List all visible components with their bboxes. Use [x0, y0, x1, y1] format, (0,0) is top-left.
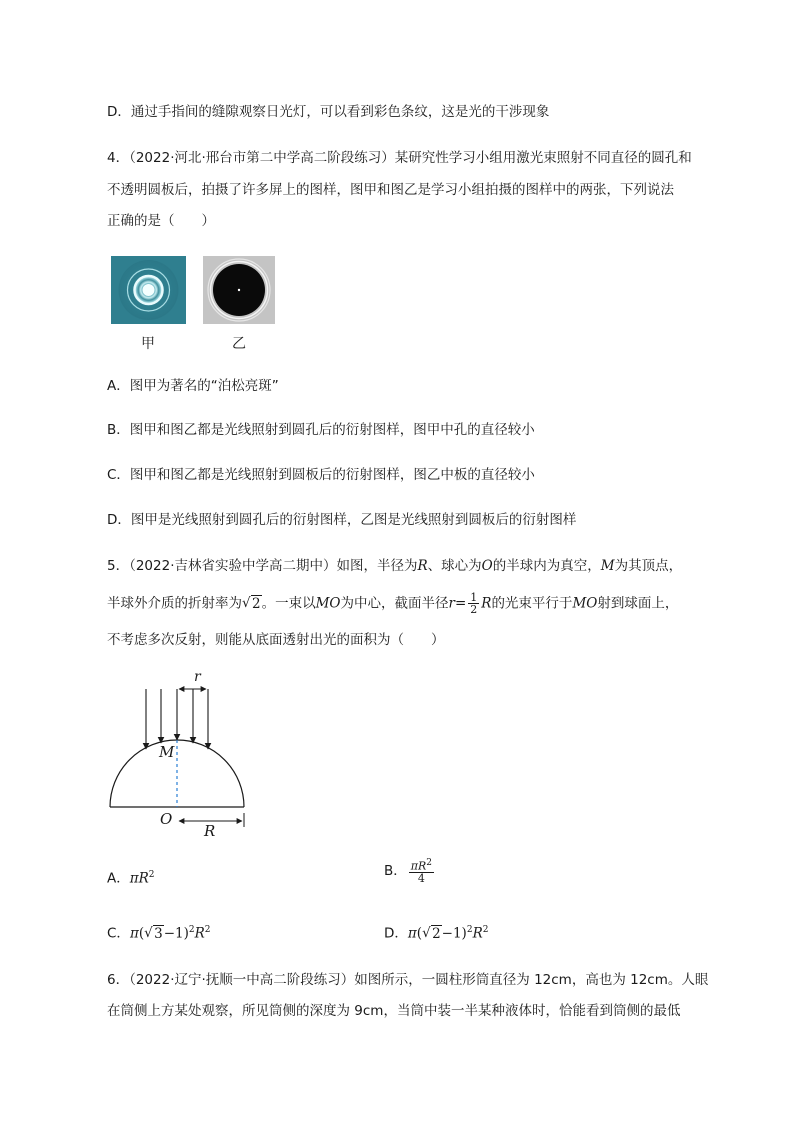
q4-stem-line1: 4．（2022·河北·邢台市第二中学高二阶段练习）某研究性学习小组用激光束照射不同直径的圆孔和 — [107, 150, 692, 166]
image-caption-jia: 甲 — [141, 336, 155, 352]
q6-stem-line1: 6．（2022·辽宁·抚顺一中高二阶段练习）如图所示，一圆柱形筒直径为 12cm，高也为 12cm。人眼 — [107, 972, 709, 988]
q6-stem-line2: 在筒侧上方某处观察，所见筒侧的深度为 9cm，当筒中装一半某种液体时，恰能看到筒侧的最低 — [107, 1003, 681, 1019]
figure-label-o: O — [160, 810, 173, 828]
q5-option-a: A．$\pi R^2$ — [107, 870, 155, 887]
fraction-pi-r2-over-4: $\frac{\pi R^2}{4}$ — [410, 858, 433, 885]
sqrt-2: √ 2 — [242, 594, 262, 614]
diffraction-image-yi — [203, 256, 275, 324]
q5-stem-line2: 半球外介质的折射率为√ 2。一束以MO为中心，截面半径r= $\frac{1}{2}$ R的光束平行于MO射到球面上， — [107, 592, 678, 615]
hemisphere-figure — [100, 665, 260, 845]
q4-option-b: B．图甲和图乙都是光线照射到圆孔后的衍射图样，图甲中孔的直径较小 — [107, 422, 535, 438]
q5-option-c: C．π(√ $3-1)^2R^2$ — [107, 920, 211, 944]
q5-option-b: B． $\frac{\pi R^2}{4}$ — [384, 858, 433, 885]
q4-option-c: C．图甲和图乙都是光线照射到圆板后的衍射图样，图乙中板的直径较小 — [107, 467, 535, 483]
q4-option-a: A．图甲为著名的“泊松亮斑” — [107, 378, 279, 394]
diffraction-image-jia — [111, 256, 186, 324]
q3-option-d: D．通过手指间的缝隙观察日光灯，可以看到彩色条纹，这是光的干涉现象 — [107, 104, 550, 120]
q5-stem-line1: 5．（2022·吉林省实验中学高二期中）如图，半径为R、球心为O的半球内为真空，M为其顶点， — [107, 558, 683, 574]
figure-label-r: r — [194, 669, 201, 685]
image-caption-yi: 乙 — [232, 336, 246, 352]
q4-stem-line2: 不透明圆板后，拍摄了许多屏上的图样，图甲和图乙是学习小组拍摄的图样中的两张，下列说法 — [107, 182, 674, 198]
figure-label-m: M — [159, 743, 175, 761]
q4-option-d: D．图甲是光线照射到圆孔后的衍射图样，乙图是光线照射到圆板后的衍射图样 — [107, 512, 577, 528]
figure-label-R: R — [204, 822, 216, 840]
q5-stem-line3: 不考虑多次反射，则能从底面透射出光的面积为（ ） — [107, 632, 445, 648]
q4-stem-line3: 正确的是（ ） — [107, 213, 215, 229]
fraction-one-half: $\frac{1}{2}$ — [470, 591, 478, 616]
q5-option-d: D．π(√ $2-1)^2R^2$ — [384, 920, 488, 944]
